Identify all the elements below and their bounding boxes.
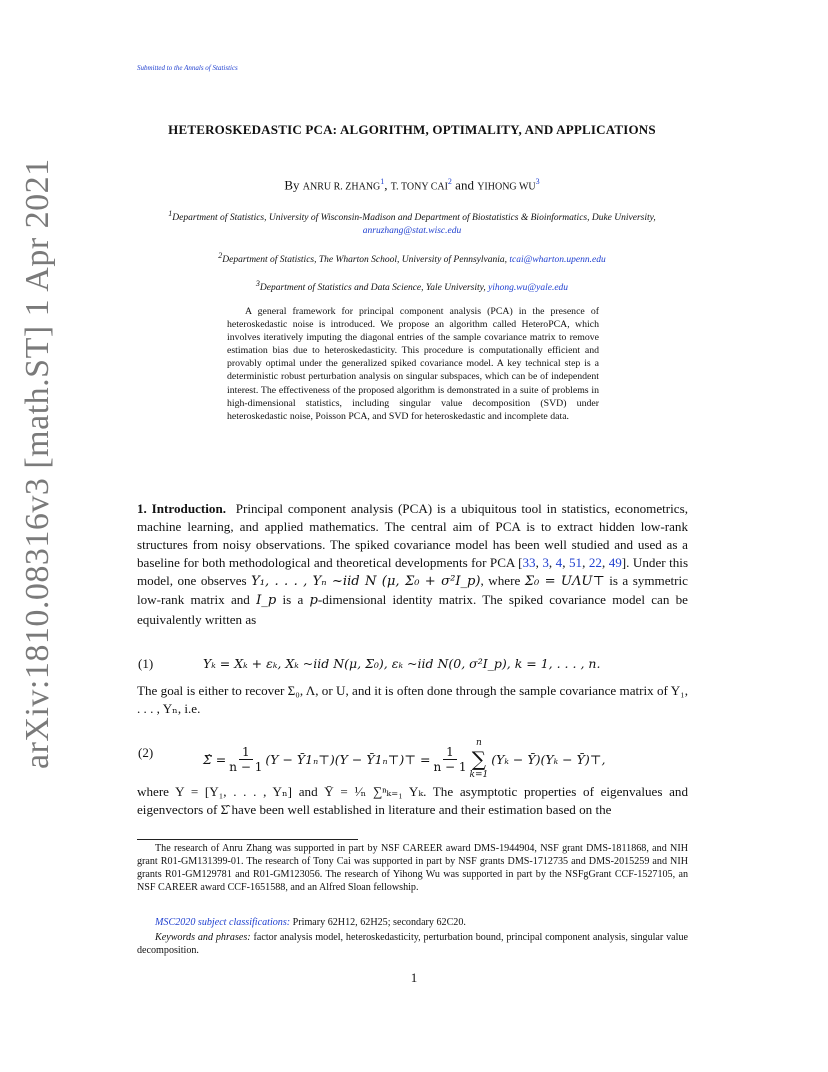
- equation-2: [137, 735, 688, 783]
- author-email-link[interactable]: yihong.wu@yale.edu: [488, 283, 569, 294]
- fraction-numerator: 1: [239, 745, 253, 760]
- intro-text: is a symmetric low-rank matrix and: [137, 573, 688, 608]
- citation-link[interactable]: 49: [608, 555, 622, 571]
- citation-link[interactable]: 33: [522, 555, 536, 571]
- intro-text: -dimensional identity matrix. The spiked covariance model can be equivalently written as: [137, 592, 688, 627]
- inline-math: p: [309, 593, 318, 609]
- msc-text: Primary 62H12, 62H25; secondary 62C20.: [290, 917, 466, 928]
- inline-math: I_p: [256, 593, 277, 609]
- intro-text: , where: [480, 573, 525, 589]
- affiliation-number: 1: [168, 209, 173, 218]
- author-line: [137, 177, 687, 193]
- author-affiliation-mark: 2: [447, 177, 452, 186]
- introduction-paragraph: 1. Introduction. Principal component analysis (PCA) is a ubiquitous tool in statistics, econometrics, machine learning, and applied mathematics. The central aim of PCA is to extract hidden low-rank structures from noisy observations. The spiked covariance model has been well studied and used as a baseline for both methodological and theoretical developments for PCA [33, 3, 4, 51, 22, 49]. Under this model, one observes Y₁, . . . , Yₙ ~iid N (μ, Σ₀ + σ²I_p), where Σ₀ = UΛU⊤ is a symmetric low-rank matrix and I_p is a p-dimensional identity matrix. The spiked covariance model can be equivalently written as: [137, 501, 689, 627]
- author-name: T. TONY CAI: [390, 181, 448, 193]
- page-number: 1: [410, 970, 418, 985]
- sum-upper-limit: n: [475, 738, 482, 748]
- fraction: [433, 745, 466, 774]
- author-affiliation-mark: 3: [535, 177, 540, 186]
- affiliation-3: [137, 277, 687, 295]
- fraction-denominator: n − 1: [433, 759, 467, 774]
- msc-classification: [137, 916, 688, 929]
- intro-text: Principal component analysis (PCA) is a ubiquitous tool in statistics, econometrics, machine learning, and applied mathematics. The central aim of PCA is to extract hidden low-rank structures from noisy observations. The spiked covariance model has been well studied and used as a baseline for both methodological and theoretical developments for PCA [: [137, 501, 688, 571]
- inline-math: Σ₀ = UΛU⊤: [524, 574, 605, 590]
- keywords-text: factor analysis model, heteroskedasticity, perturbation bound, principal component analysis, singular value decomposition.: [137, 932, 688, 957]
- sum-lower-limit: k=1: [469, 770, 489, 780]
- author-name: ANRU R. ZHANG: [302, 181, 381, 193]
- journal-note[interactable]: Submitted to the Annals of Statistics: [137, 64, 238, 72]
- equation-expression: [203, 735, 605, 783]
- keywords-label: Keywords and phrases:: [155, 932, 251, 943]
- post-equation-paragraph: where Y = [Y₁, . . . , Yₙ] and Ȳ = ¹⁄ₙ ∑ⁿₖ₌₁ Yₖ. The asymptotic properties of eigenvalues and eigenvectors of Σ̂ have been well established in literature and their estimation based on the: [137, 784, 688, 818]
- footnote-divider: [137, 839, 358, 840]
- author-email-link[interactable]: tcai@wharton.upenn.edu: [509, 255, 606, 266]
- affiliation-number: 3: [255, 279, 260, 288]
- author-separator: ,: [384, 177, 391, 193]
- author-email-link[interactable]: anruzhang@stat.wisc.edu: [362, 226, 462, 237]
- abstract: A general framework for principal component analysis (PCA) in the presence of heteroskedastic noise is introduced. We propose an algorithm called HeteroPCA, which involves iteratively imputing the diagonal entries of the sample covariance matrix to remove estimation bias due to heteroskedasticity. This procedure is computationally efficient and provably optimal under the generalized spiked covariance model. A key technical step is a deterministic robust perturbation analysis on singular subspaces, which can be of independent interest. The effectiveness of the proposed algorithm is demonstrated in a suite of problems in high-dimensional statistics, including singular value decomposition (SVD) under heteroskedastic noise, Poisson PCA, and SVD for heteroskedastic and incomplete data.: [227, 306, 599, 422]
- affiliation-text: Department of Statistics and Data Science, Yale University,: [259, 283, 489, 294]
- funding-footnote: The research of Anru Zhang was supported in part by NSF CAREER award DMS-1944904, NSF grant DMS-1811868, and NIH grant R01-GM131399-01. The research of Tony Cai was supported in part by NSF grants DMS-1712735 and DMS-2015259 and NIH grants R01-GM129781 and R01-GM123056. The research of Yihong Wu was supported in part by the NSFgGrant CCF-1527105, an NSF CAREER award CCF-1651588, and an Alfred Sloan fellowship.: [137, 843, 688, 894]
- author-prefix: By: [284, 177, 303, 193]
- eq-lhs: Σ̂ =: [203, 751, 227, 767]
- equation-number: (2): [138, 745, 154, 760]
- section-heading: 1. Introduction.: [137, 501, 227, 516]
- intro-text: ]. Under this model, one observes: [137, 555, 689, 589]
- author-name: YIHONG WU: [477, 181, 536, 193]
- arxiv-identifier-stamp: arXiv:1810.08316v3 [math.ST] 1 Apr 2021: [19, 158, 56, 769]
- citation-link[interactable]: 3: [542, 555, 549, 571]
- affiliation-1: [137, 207, 687, 238]
- equation-number: (1): [138, 656, 154, 671]
- inline-math: Y₁, . . . , Yₙ ~iid N (μ, Σ₀ + σ²I_p): [251, 574, 481, 590]
- fraction-denominator: n − 1: [229, 759, 263, 774]
- equation-expression: Yₖ = Xₖ + εₖ, Xₖ ~iid N(μ, Σ₀), εₖ ~iid N(0, σ²I_p), k = 1, . . . , n.: [203, 656, 601, 671]
- citation-link[interactable]: 22: [588, 555, 602, 571]
- keywords: [137, 931, 688, 957]
- citation-link[interactable]: 4: [555, 555, 563, 571]
- affiliation-2: [137, 249, 687, 267]
- intro-text: is a: [276, 592, 310, 608]
- paper-title: HETEROSKEDASTIC PCA: ALGORITHM, OPTIMALITY, AND APPLICATIONS: [168, 122, 656, 137]
- summation: [470, 737, 489, 781]
- goal-paragraph: The goal is either to recover Σ₀, Λ, or U, and it is often done through the sample covariance matrix of Y₁, . . . , Yₙ, i.e.: [137, 683, 688, 717]
- fraction: [229, 745, 262, 774]
- fraction-numerator: 1: [443, 745, 457, 760]
- equation-1: [137, 656, 688, 678]
- author-affiliation-mark: 1: [380, 177, 385, 186]
- affiliation-text: Department of Statistics, The Wharton School, University of Pennsylvania,: [222, 255, 510, 266]
- sum-sign-icon: ∑: [471, 747, 486, 771]
- msc-label-link[interactable]: MSC2020 subject classifications:: [155, 917, 291, 928]
- affiliation-text: Department of Statistics, University of Wisconsin-Madison and Department of Biostatistics & Bioinformatics, Duke University,: [172, 213, 656, 224]
- eq-middle: (Y − Ȳ1ₙ⊤)(Y − Ȳ1ₙ⊤)⊤ =: [265, 751, 431, 767]
- affiliation-number: 2: [218, 251, 223, 260]
- eq-rhs: (Yₖ − Ȳ)(Yₖ − Ȳ)⊤,: [491, 751, 606, 767]
- author-separator: and: [451, 177, 478, 193]
- citation-link[interactable]: 51: [568, 555, 583, 571]
